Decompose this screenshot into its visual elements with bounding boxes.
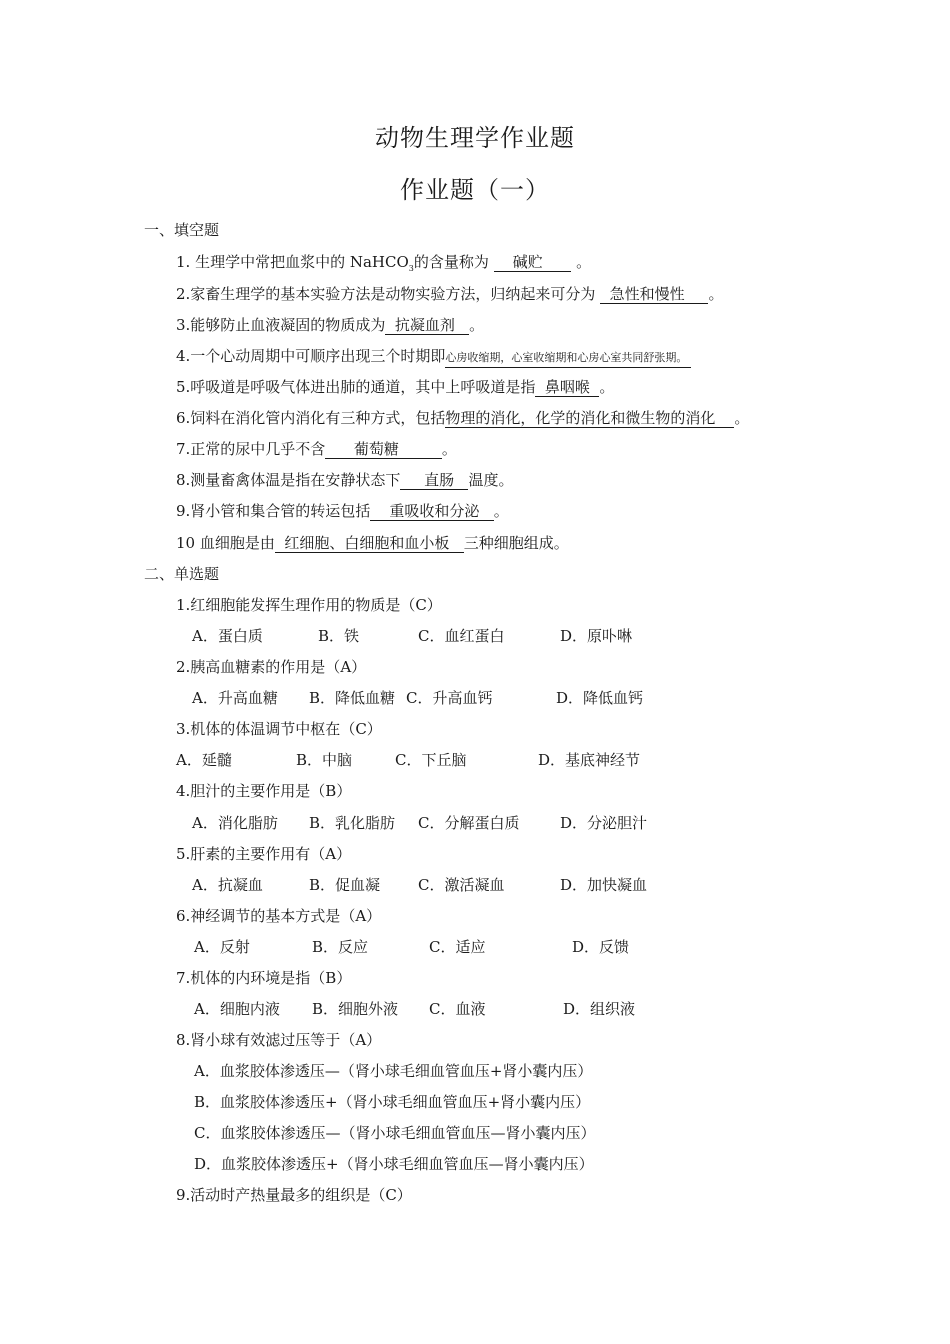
answer-blank: 鼻咽喉 [535,378,600,396]
answer-blank: 急性和慢性 [600,285,709,303]
option-d: D．基底神经节 [538,751,641,769]
mc-question-7-options [0,999,950,1019]
option-d: D．血浆胶体渗透压+（肾小球毛细血管血压—肾小囊内压） [194,1155,594,1173]
option-a: A．消化脂肪 [192,814,278,832]
answer-blank: 葡萄糖 [325,440,442,458]
mc-question-4-stem: 4.胆汁的主要作用是（B） [176,782,352,800]
mc-question-6-options [0,937,950,957]
mc-question-1-stem: 1.红细胞能发挥生理作用的物质是（C） [176,596,442,614]
option-c: C．升高血钙 [406,689,493,707]
option-c: C．适应 [429,938,486,956]
option-c: C．血红蛋白 [418,627,505,645]
option-a: A．蛋白质 [192,627,263,645]
mc-question-6-stem: 6.神经调节的基本方式是（A） [176,907,382,925]
option-a: A．延髓 [176,751,232,769]
option-b: B．促血凝 [309,876,381,894]
mc-question-3-options [0,750,950,770]
answer-blank: 碱贮 [493,253,572,271]
answer-blank: 重吸收和分泌 [370,502,494,520]
option-c: C．激活凝血 [418,876,505,894]
option-c: C．血浆胶体渗透压—（肾小球毛细血管血压—肾小囊内压） [194,1124,596,1142]
fill-question-9: 9.肾小管和集合管的转运包括 重吸收和分泌 。 [176,502,509,520]
mc-question-1-options [0,626,950,646]
answer-blank: 抗凝血剂 [385,316,470,334]
mc-question-9-stem: 9.活动时产热量最多的组织是（C） [176,1186,412,1204]
fill-question-2: 2.家畜生理学的基本实验方法是动物实验方法，归纳起来可分为 急性和慢性 。 [176,285,724,303]
option-a: A．血浆胶体渗透压—（肾小球毛细血管血压+肾小囊内压） [194,1062,593,1080]
section1-heading: 一、填空题 [144,221,220,239]
option-a: A．抗凝血 [192,876,263,894]
option-c: C．分解蛋白质 [418,814,520,832]
fill-question-8: 8.测量畜禽体温是指在安静状态下 直肠 温度。 [176,471,514,489]
document-title: 动物生理学作业题 [375,124,575,152]
fill-question-7: 7.正常的尿中几乎不含 葡萄糖 。 [176,440,457,458]
mc-question-5-stem: 5.肝素的主要作用有（A） [176,845,352,863]
section2-heading: 二、单选题 [144,565,220,583]
answer-blank: 心房收缩期，心室收缩期和心房心室共同舒张期。 [445,349,691,368]
option-d: D．组织液 [563,1000,636,1018]
option-a: A．升高血糖 [192,689,278,707]
option-b: B．铁 [318,627,360,645]
fill-question-10: 10 血细胞是由 红细胞、白细胞和血小板 三种细胞组成。 [176,534,569,552]
option-c: C．血液 [429,1000,486,1018]
option-d: D．降低血钙 [556,689,644,707]
option-c: C．下丘脑 [395,751,467,769]
mc-question-2-options [0,688,950,708]
mc-question-8-stem: 8.肾小球有效滤过压等于（A） [176,1031,382,1049]
fill-question-3: 3.能够防止血液凝固的物质成为 抗凝血剂 。 [176,316,485,334]
option-b: B．反应 [312,938,369,956]
answer-blank: 物理的消化，化学的消化和微生物的消化 [445,409,735,427]
fill-question-4: 4.一个心动周期中可顺序出现三个时期即心房收缩期，心室收缩期和心房心室共同舒张期。 [176,346,691,368]
answer-blank: 直肠 [400,471,469,489]
option-d: D．加快凝血 [560,876,648,894]
mc-question-4-options [0,813,950,833]
mc-question-2-stem: 2.胰高血糖素的作用是（A） [176,658,367,676]
fill-question-1: 1. 生理学中常把血浆中的 NaHCO$_3$的含量称为 碱贮 。 [176,253,592,273]
mc-question-7-stem: 7.机体的内环境是指（B） [176,969,352,987]
option-b: B．乳化脂肪 [309,814,396,832]
mc-question-5-options [0,875,950,895]
option-b: B．中脑 [296,751,353,769]
option-b: B．降低血糖 [309,689,396,707]
option-b: B．血浆胶体渗透压+（肾小球毛细血管血压+肾小囊内压） [194,1093,591,1111]
fill-question-5: 5.呼吸道是呼吸气体进出肺的通道，其中上呼吸道是指 鼻咽喉 。 [176,378,615,396]
answer-blank: 红细胞、白细胞和血小板 [274,534,464,552]
option-d: D．原卟啉 [560,627,633,645]
document-subtitle: 作业题（一） [400,176,550,204]
option-d: D．分泌胆汁 [560,814,648,832]
option-b: B．细胞外液 [312,1000,399,1018]
option-d: D．反馈 [572,938,630,956]
option-a: A．细胞内液 [194,1000,280,1018]
fill-question-6: 6.饲料在消化管内消化有三种方式，包括物理的消化，化学的消化和微生物的消化 。 [176,409,750,427]
mc-question-3-stem: 3.机体的体温调节中枢在（C） [176,720,382,738]
option-a: A．反射 [194,938,250,956]
